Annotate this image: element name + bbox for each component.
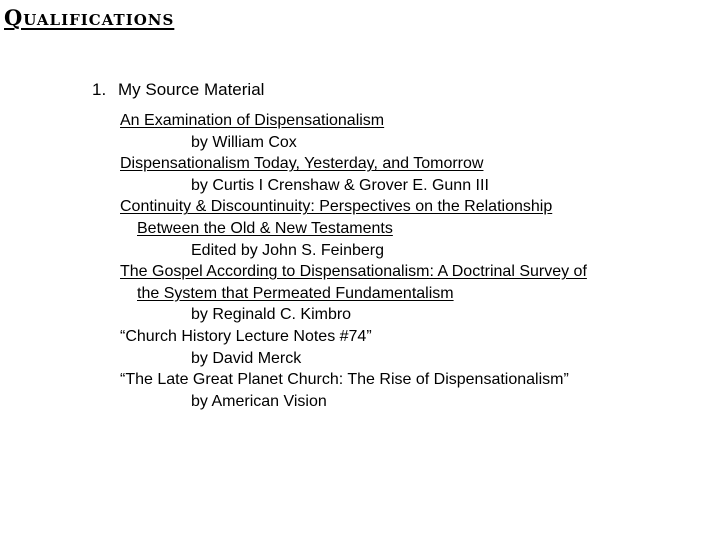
source-title-continued: Between the Old & New Testaments [137, 219, 393, 237]
section-heading [92, 79, 264, 101]
source-title-continued: the System that Permeated Fundamentalism [137, 284, 454, 302]
source-author: by David Merck [191, 349, 302, 367]
section-number: 1. [92, 80, 107, 99]
source-author: by Reginald C. Kimbro [191, 306, 352, 324]
source-author: by William Cox [191, 133, 297, 151]
slide-title: Qualifications [4, 5, 175, 30]
source-list [120, 110, 710, 412]
source-title: The Gospel According to Dispensationalism: A Doctrinal Survey of [120, 263, 587, 281]
section-heading-text: My Source Material [118, 80, 265, 99]
source-title: An Examination of Dispensationalism [120, 112, 385, 129]
source-author: Edited by John S. Feinberg [191, 241, 385, 259]
source-author: by Curtis I Crenshaw & Grover E. Gunn III [191, 176, 489, 194]
source-title: “The Late Great Planet Church: The Rise of Dispensationalism” [120, 371, 569, 389]
source-title: Continuity & Discountinuity: Perspectives on the Relationship [120, 198, 553, 216]
source-title: “Church History Lecture Notes #74” [120, 327, 372, 345]
source-author: by American Vision [191, 392, 327, 410]
source-title: Dispensationalism Today, Yesterday, and Tomorrow [120, 155, 484, 173]
